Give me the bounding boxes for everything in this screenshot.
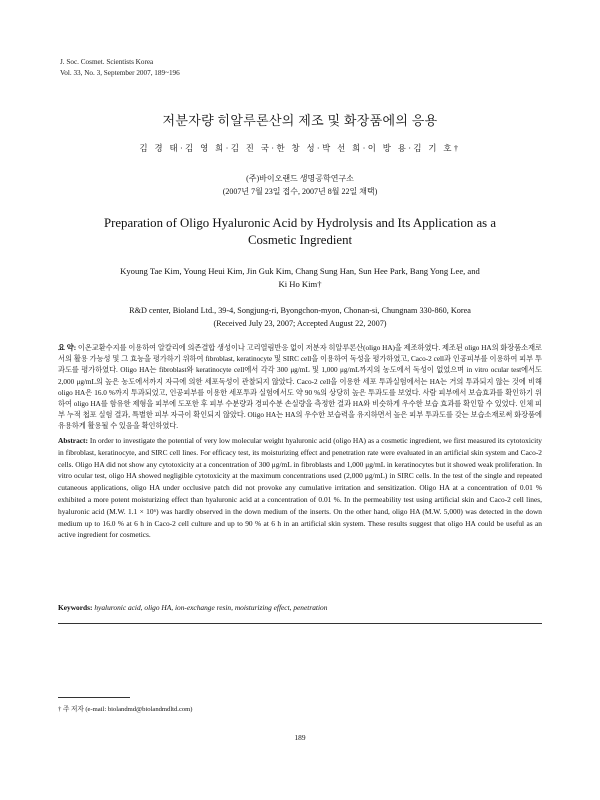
- english-affiliation-block: [40, 305, 560, 330]
- english-abstract-label: Abstract:: [58, 436, 88, 445]
- english-authors: [50, 265, 550, 290]
- korean-affiliation: (주)바이오랜드 생명공학연구소: [246, 174, 354, 183]
- keywords-label: Keywords:: [58, 603, 93, 612]
- korean-title: 저분자량 히알루론산의 제조 및 화장품에의 응용: [162, 113, 438, 128]
- section-divider: [58, 623, 542, 624]
- english-authors-line1: Kyoung Tae Kim, Young Heui Kim, Jin Guk Kim, Chang Sung Han, Sun Hee Park, Bang Yong Lee, and: [120, 266, 480, 276]
- english-authors-line2: Ki Ho Kim†: [278, 278, 322, 289]
- english-title-line2: Cosmetic Ingredient: [247, 233, 353, 247]
- journal-name: J. Soc. Cosmet. Scientists Korea: [60, 58, 154, 66]
- journal-header: [60, 57, 180, 78]
- english-abstract-text: In order to investigate the potential of very low molecular weight hyaluronic acid (oligo HA) as a cosmetic ingredient, we first measured its cytotoxicity in fibroblast, keratinocyte, and SIRC cell lines. For efficacy test, its moisturizing effect and penetration rate were evaluated in an artificial skin system and Caco-2 cells. Oligo HA did not show any cytotoxicity at a concentration of 300 μg/mL in fibroblasts and 1,000 μg/mL in keratinocytes but it showed weak proliferation. In vitro ocular test, oligo HA showed negligible cytotoxicity at the maximum concentrations used (2,000 μg/mL) in SIRC cells. In the test of the single and repeated cutaneous applications, oligo HA under occlusive patch did not provoke any cumulative irritation and sensitization. Oligo HA at a concentration of 0.01 % exhibited a more potent moisturizing effect than hyaluronic acid at a concentration of 0.01 %. In the permeability test using artificial skin and Caco-2 cell lines, hyaluronic acid (M.W. 1.1 × 10⁶) was hardly observed in the down medium of the inserts. On the other hand, oligo HA (M.W. 5,000) was detected in the down medium up to 16.0 % at 6 h in Caco-2 cell culture and up to 90 % at 6 h in an artificial skin system. These results suggest that oligo HA could be useful as an active ingredient for cosmetics.: [58, 436, 542, 540]
- english-title: [40, 215, 560, 249]
- korean-affiliation-block: [0, 172, 600, 198]
- keywords-text: hyaluronic acid, oligo HA, ion-exchange resin, moisturizing effect, penetration: [94, 603, 328, 612]
- keywords: [58, 603, 542, 612]
- page-number: 189: [294, 733, 306, 742]
- korean-dates: (2007년 7월 23일 접수, 2007년 8월 22일 채택): [222, 187, 378, 196]
- corresponding-author-footnote: † 주 저자 (e-mail: biolandmd@biolandmdltd.com): [58, 706, 193, 713]
- korean-abstract-text: 이온교환수지를 이용하여 알칼리에 의존결합 생성이나 고리열림반응 없이 저분자 히알루론산(oligo HA)을 제조하였다. 제조된 oligo HA의 화장품소재로서의 활용 가능성 및 그 효능을 평가하기 위하여 fibroblast, keratinocyte 및 SIRC cell을 이용하여 독성을 평가하였고, Caco-2 cell과 인공피부를 이용하여 피부 투과도를 평가하였다. Oligo HA는 fibroblast와 keratinocyte cell에서 각각 300 μg/mL 및 1,000 μg/mL까지의 농도에서 독성이 없었으며 in vitro ocular test에서도 2,000 μg/mL의 높은 농도에서까지 자극에 의한 세포독성이 관찰되지 않았다. Caco-2 cell을 이용한 세포 투과실험에서는 HA는 거의 투과되지 않는 것에 비해 oligo HA은 16.0 %까지 투과되었고, 인공피부를 이용한 세포투과 실험에서도 약 90 %의 상당히 높은 투과도를 보였다. 사람 피부에서 보습효과를 확인하기 위하여 oligo HA를 함유한 제형을 피부에 도포한 후 피부 수분량과 경피수분 손실량을 측정한 결과 HA와 비슷하게 우수한 보습 효과를 확인할 수 있었다. 인체 피부 누적 첩포 실험 결과, 특별한 피부 자극이 확인되지 않았다. Oligo HA는 HA의 우수한 보습력을 유지하면서 높은 피부 투과도를 갖는 보습소재로써 화장품에 유용하게 활용될 수 있음을 확인하였다.: [58, 344, 543, 431]
- footnote-divider: [58, 697, 130, 698]
- english-title-line1: Preparation of Oligo Hyaluronic Acid by Hydrolysis and Its Application as a: [103, 216, 496, 230]
- journal-volume: Vol. 33, No. 3, September 2007, 189~196: [60, 68, 180, 77]
- korean-authors: 김 경 태·김 영 희·김 진 국·한 창 성·박 선 희·이 방 용·김 기 호†: [139, 144, 461, 153]
- english-abstract: [58, 435, 542, 541]
- english-dates: (Received July 23, 2007; Accepted August 22, 2007): [213, 318, 387, 328]
- korean-abstract-label: 요 약:: [58, 344, 77, 352]
- english-affiliation: R&D center, Bioland Ltd., 39-4, Songjung-ri, Byongchon-myon, Chonan-si, Chungnam 330-860, Korea: [129, 306, 471, 315]
- korean-abstract: [58, 343, 542, 433]
